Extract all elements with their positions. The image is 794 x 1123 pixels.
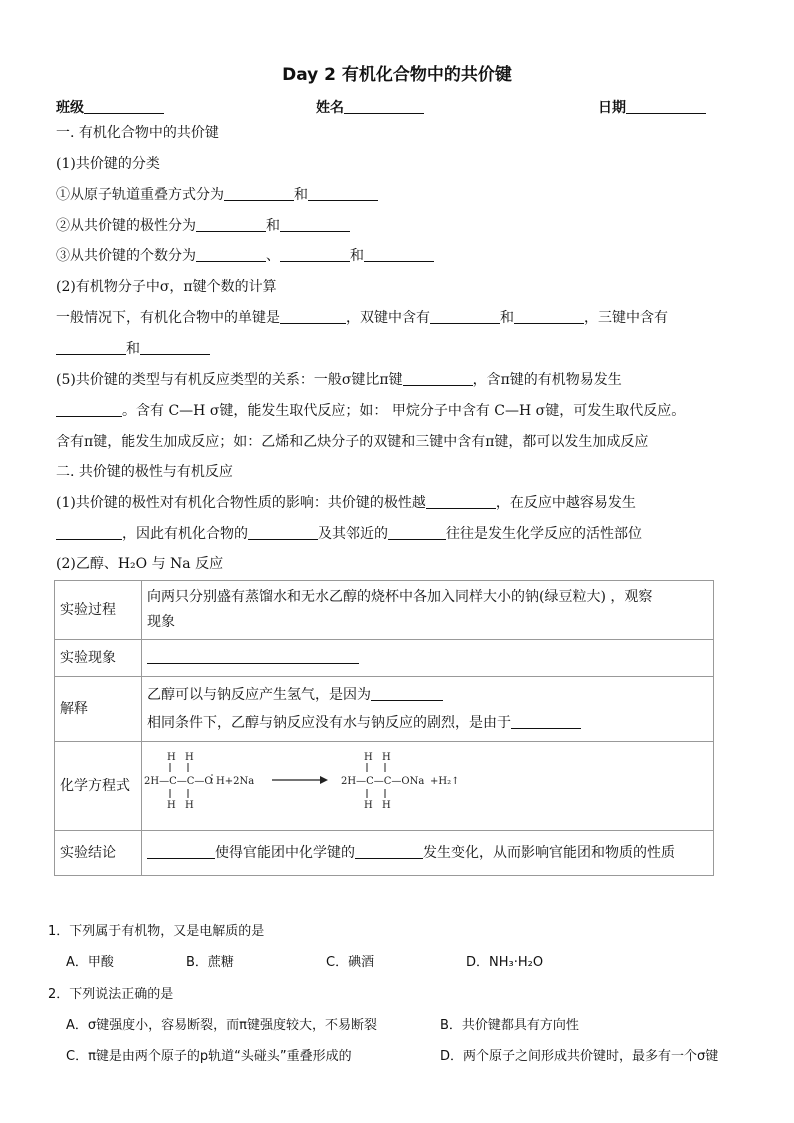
item3-blank-2[interactable]: [280, 246, 350, 262]
q1-option-d[interactable]: D．NH₃·H₂O: [466, 955, 544, 970]
item3-blank-3[interactable]: [364, 246, 434, 262]
process-text-a: 向两只分别盛有蒸馏水和无水乙醇的烧杯中各加入同样大小的钠(绿豆粒大) ，观察: [147, 589, 653, 605]
row-label-phenomenon: 实验现象: [55, 640, 142, 677]
sub5-line-1: [56, 369, 622, 389]
general-blank-1[interactable]: [280, 308, 346, 324]
part2-sub1-line-2: [56, 523, 642, 543]
item3-line: [56, 245, 434, 265]
row-label-explain: 解释: [55, 677, 142, 742]
eq-rhs-h2: +H₂↑: [430, 776, 460, 787]
conclusion-blank-2[interactable]: [355, 843, 423, 859]
item2-line: [56, 215, 350, 235]
conclusion-cell: [142, 831, 714, 876]
conclusion-text-b: 发生变化，从而影响官能团和物质的性质: [423, 844, 675, 861]
item1-blank-2[interactable]: [308, 185, 378, 201]
explain-text-b: 相同条件下，乙醇与钠反应没有水与钠反应的剧烈，是由于: [147, 715, 511, 731]
general-line-2: [56, 338, 210, 358]
eq-rh-top-1: H: [364, 752, 373, 763]
item3-text: ③从共价键的个数分为: [56, 248, 196, 264]
explain-cell: [142, 677, 714, 742]
name-label: 姓名: [316, 100, 344, 116]
part2-sub1-text-c: ，因此有机化合物的: [122, 526, 248, 542]
item2-and: 和: [266, 218, 280, 234]
general-blank-2[interactable]: [430, 308, 500, 324]
general2-and: 和: [126, 341, 140, 357]
row-label-process: 实验过程: [55, 581, 142, 640]
page-title: Day 2 有机化合物中的共价键: [282, 65, 512, 85]
item3-blank-1[interactable]: [196, 246, 266, 262]
conclusion-text-a: 使得官能团中化学键的: [215, 844, 355, 861]
date-field: [598, 97, 706, 117]
table-row: [55, 640, 714, 677]
part1-sub2: (2)有机物分子中σ，π键个数的计算: [56, 279, 277, 295]
date-blank[interactable]: [626, 98, 706, 114]
part2-sub1-text-e: 往往是发生化学反应的活性部位: [446, 526, 642, 542]
item1-text: ①从原子轨道重叠方式分为: [56, 187, 224, 203]
general-blank-4[interactable]: [56, 339, 126, 355]
item2-blank-2[interactable]: [280, 216, 350, 232]
part2-blank-4[interactable]: [388, 524, 446, 540]
general-blank-3[interactable]: [514, 308, 584, 324]
name-field: [316, 97, 424, 117]
sub5-blank-2[interactable]: [56, 401, 122, 417]
eq-arrow-head: [320, 776, 328, 784]
part2-sub1-text-d: 及其邻近的: [318, 526, 388, 542]
table-row: [55, 677, 714, 742]
process-cell: [142, 581, 714, 640]
part2-sub1-text-a: (1)共价键的极性对有机化合物性质的影响：共价键的极性越: [56, 495, 426, 511]
part2-heading: 二. 共价键的极性与有机反应: [56, 464, 233, 480]
explain-line-1: [147, 681, 708, 709]
part2-blank-2[interactable]: [56, 524, 122, 540]
general-blank-5[interactable]: [140, 339, 210, 355]
general-text-b: ，双键中含有: [346, 310, 430, 326]
eq-rh-top-2: H: [382, 752, 391, 763]
sub5-text-c: 。含有 C—H σ键，能发生取代反应；如： 甲烷分子中含有 C—H σ键，可发生取代反应。: [122, 403, 686, 419]
part2-sub2: (2)乙醇、H₂O 与 Na 反应: [56, 556, 224, 572]
general-text-a: 一般情况下，有机化合物中的单键是: [56, 310, 280, 326]
sub5-line-2: [56, 400, 685, 420]
q2-option-b[interactable]: B．共价键都具有方向性: [440, 1018, 579, 1033]
eq-h-top-2: H: [185, 752, 194, 763]
phenomenon-blank[interactable]: [147, 648, 359, 664]
name-blank[interactable]: [344, 98, 424, 114]
general-text-c: ，三键中含有: [584, 310, 668, 326]
explain-text-a: 乙醇可以与钠反应产生氢气，是因为: [147, 687, 371, 703]
sub5-blank-1[interactable]: [403, 370, 473, 386]
class-field: [56, 97, 164, 117]
item3-and: 和: [350, 248, 364, 264]
conclusion-blank-1[interactable]: [147, 843, 215, 859]
table-row: [55, 581, 714, 640]
q1-option-c[interactable]: C．碘酒: [326, 955, 375, 970]
q1-option-b[interactable]: B．蔗糖: [186, 955, 234, 970]
row-label-conclusion: 实验结论: [55, 831, 142, 876]
part2-blank-3[interactable]: [248, 524, 318, 540]
equation-cell: [142, 742, 714, 831]
explain-blank-2[interactable]: [511, 713, 581, 729]
general-line: [56, 307, 668, 327]
class-label: 班级: [56, 100, 84, 116]
eq-rhs: 2H—C—C—ONa: [341, 776, 425, 787]
part2-sub1-text-b: ，在反应中越容易发生: [495, 495, 636, 511]
part2-blank-1[interactable]: [426, 493, 496, 509]
experiment-table: [54, 580, 714, 876]
item1-blank-1[interactable]: [224, 185, 294, 201]
general-and: 和: [500, 310, 514, 326]
item2-text: ②从共价键的极性分为: [56, 218, 196, 234]
q2-option-c[interactable]: C．π键是由两个原子的p轨道“头碰头”重叠形成的: [66, 1049, 352, 1064]
eq-lhs: 2H—C—C—O: [144, 776, 213, 787]
q2-option-d[interactable]: D．两个原子之间形成共价键时，最多有一个σ键: [440, 1049, 719, 1064]
eq-h-top-1: H: [167, 752, 176, 763]
item2-blank-1[interactable]: [196, 216, 266, 232]
process-text-b: 现象: [147, 614, 175, 630]
part1-sub1: (1)共价键的分类: [56, 156, 160, 172]
item1-and: 和: [294, 187, 308, 203]
explain-line-2: [147, 709, 708, 737]
eq-h-bot-1: H: [167, 800, 176, 811]
part1-heading: 一. 有机化合物中的共价键: [56, 125, 219, 141]
eq-rh-bot-1: H: [364, 800, 373, 811]
reaction-equation: [142, 746, 712, 826]
sub5-line-3: 含有π键，能发生加成反应；如：乙烯和乙炔分子的双键和三键中含有π键，都可以发生加成反应: [56, 434, 649, 450]
question-1-stem: 1．下列属于有机物，又是电解质的是: [48, 924, 265, 939]
item3-sep: 、: [266, 248, 280, 264]
eq-na: H+2Na: [216, 776, 255, 787]
explain-blank-1[interactable]: [371, 685, 443, 701]
question-2-stem: 2．下列说法正确的是: [48, 987, 174, 1002]
q2-option-a[interactable]: A．σ键强度小，容易断裂，而π键强度较大，不易断裂: [66, 1018, 377, 1033]
sub5-text-b: ，含π键的有机物易发生: [472, 372, 622, 388]
eq-rh-bot-2: H: [382, 800, 391, 811]
sub5-text-a: (5)共价键的类型与有机反应类型的关系：一般σ键比π键: [56, 372, 403, 388]
date-label: 日期: [598, 100, 626, 116]
eq-h-bot-2: H: [185, 800, 194, 811]
table-row: [55, 742, 714, 831]
table-row: [55, 831, 714, 876]
part2-sub1-line-1: [56, 492, 636, 512]
phenomenon-cell: [142, 640, 714, 677]
class-blank[interactable]: [84, 98, 164, 114]
q1-option-a[interactable]: A．甲酸: [66, 955, 114, 970]
row-label-equation: 化学方程式: [55, 742, 142, 831]
item1-line: [56, 184, 378, 204]
